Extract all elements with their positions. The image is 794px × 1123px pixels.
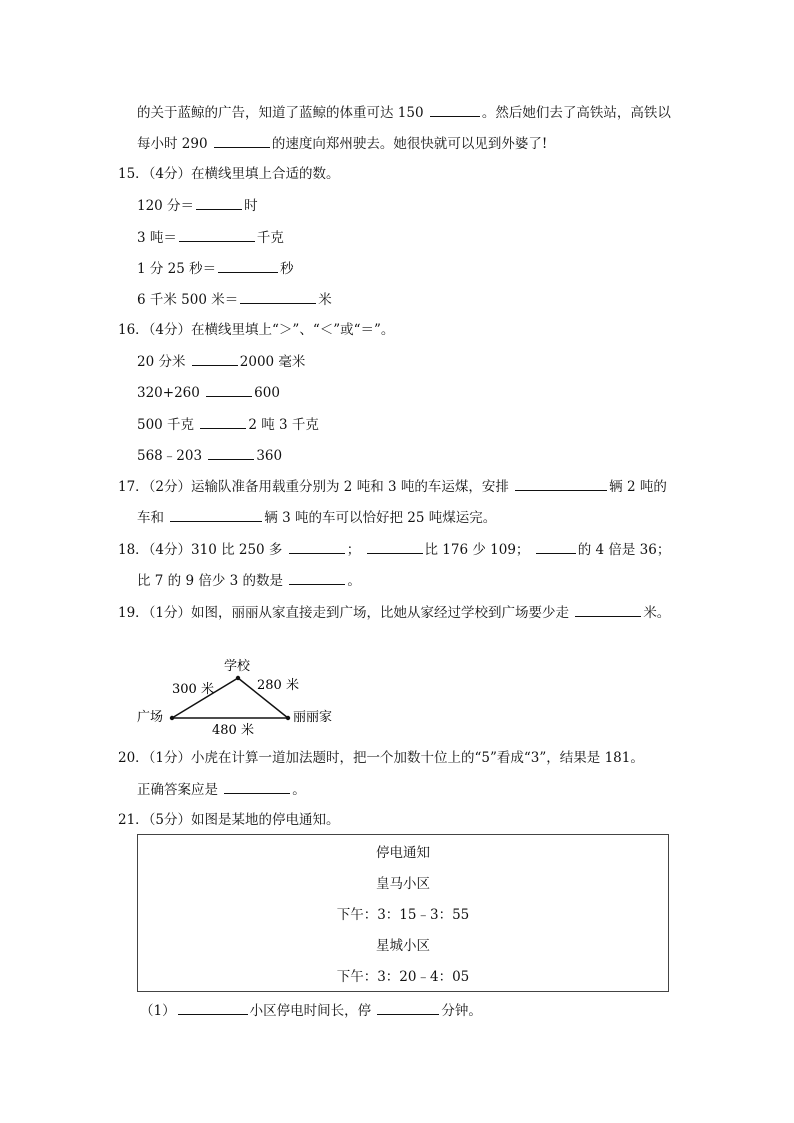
q16-item-b: 320+260 600 <box>137 382 280 403</box>
q15-item-a: 120 分＝ 时 <box>137 195 258 216</box>
point-home <box>286 716 290 720</box>
q14-line1: 的关于蓝鲸的广告，知道了蓝鲸的体重可达 150 。然后她们去了高铁站，高铁以 <box>137 102 671 123</box>
notice-title: 停电通知 <box>376 845 430 861</box>
label-distance-square-school: 300 米 <box>172 682 214 697</box>
label-square: 广场 <box>137 710 164 725</box>
answer-blank[interactable] <box>240 289 316 304</box>
label-distance-school-home: 280 米 <box>257 678 299 693</box>
power-outage-notice <box>137 834 669 992</box>
notice-time-2: 下午：3：20﹣4：05 <box>336 969 470 985</box>
q16-item-c: 500 千克 2 吨 3 千克 <box>137 414 319 435</box>
answer-blank[interactable] <box>430 102 480 117</box>
q21-sub1: （1） 小区停电时间长，停 分钟。 <box>140 1000 482 1021</box>
label-distance-square-home: 480 米 <box>212 723 254 738</box>
q18-line2: 比 7 的 9 倍少 3 的数是 。 <box>137 570 361 591</box>
q15-title: 15．（4分）在横线里填上合适的数。 <box>118 166 340 182</box>
q15-item-b: 3 吨＝ 千克 <box>137 227 284 248</box>
label-home: 丽丽家 <box>293 710 333 725</box>
answer-blank[interactable] <box>575 602 641 617</box>
q14-line2: 每小时 290 的速度向郑州驶去。她很快就可以见到外婆了! <box>137 133 547 154</box>
answer-blank[interactable] <box>196 195 242 210</box>
answer-blank[interactable] <box>178 1000 248 1015</box>
q20-line2: 正确答案应是 。 <box>137 779 306 800</box>
q17-line2: 车和 辆 3 吨的车可以恰好把 25 吨煤运完。 <box>137 507 496 528</box>
label-school: 学校 <box>224 659 251 674</box>
answer-blank[interactable] <box>224 779 290 794</box>
point-square <box>170 716 174 720</box>
q16-title: 16．（4分）在横线里填上“＞”、“＜”或“＝”。 <box>118 322 395 338</box>
q21-title: 21．（5分）如图是某地的停电通知。 <box>118 812 340 828</box>
answer-blank[interactable] <box>208 445 254 460</box>
q15-item-c: 1 分 25 秒＝ 秒 <box>137 258 294 279</box>
notice-time-1: 下午：3：15﹣3：55 <box>336 907 470 923</box>
notice-area-1: 皇马小区 <box>376 876 430 892</box>
q17-line1: 17．（2分）运输队准备用载重分别为 2 吨和 3 吨的车运煤，安排 辆 2 吨的 <box>118 476 667 497</box>
answer-blank[interactable] <box>218 258 278 273</box>
answer-blank[interactable] <box>367 539 423 554</box>
answer-blank[interactable] <box>289 570 345 585</box>
answer-blank[interactable] <box>170 507 262 522</box>
q15-item-d: 6 千米 500 米＝ 米 <box>137 289 332 310</box>
q20-line1: 20．（1分）小虎在计算一道加法题时，把一个加数十位上的“5”看成“3”，结果是 181。 <box>118 750 644 766</box>
q18-line1: 18．（4分）310 比 250 多 ； 比 176 少 109； 的 4 倍是 36； <box>118 539 670 560</box>
answer-blank[interactable] <box>377 1000 439 1015</box>
answer-blank[interactable] <box>206 382 252 397</box>
distance-triangle-diagram <box>130 655 380 740</box>
answer-blank[interactable] <box>200 414 246 429</box>
answer-blank[interactable] <box>515 476 607 491</box>
point-school <box>236 676 240 680</box>
answer-blank[interactable] <box>179 227 255 242</box>
notice-area-2: 星城小区 <box>376 938 430 954</box>
answer-blank[interactable] <box>536 539 576 554</box>
answer-blank[interactable] <box>192 351 238 366</box>
answer-blank[interactable] <box>289 539 345 554</box>
q16-item-a: 20 分米 2000 毫米 <box>137 351 305 372</box>
q16-item-d: 568﹣203 360 <box>137 445 282 466</box>
q19-line: 19．（1分）如图，丽丽从家直接走到广场，比她从家经过学校到广场要少走 米。 <box>118 602 670 623</box>
answer-blank[interactable] <box>214 133 270 148</box>
